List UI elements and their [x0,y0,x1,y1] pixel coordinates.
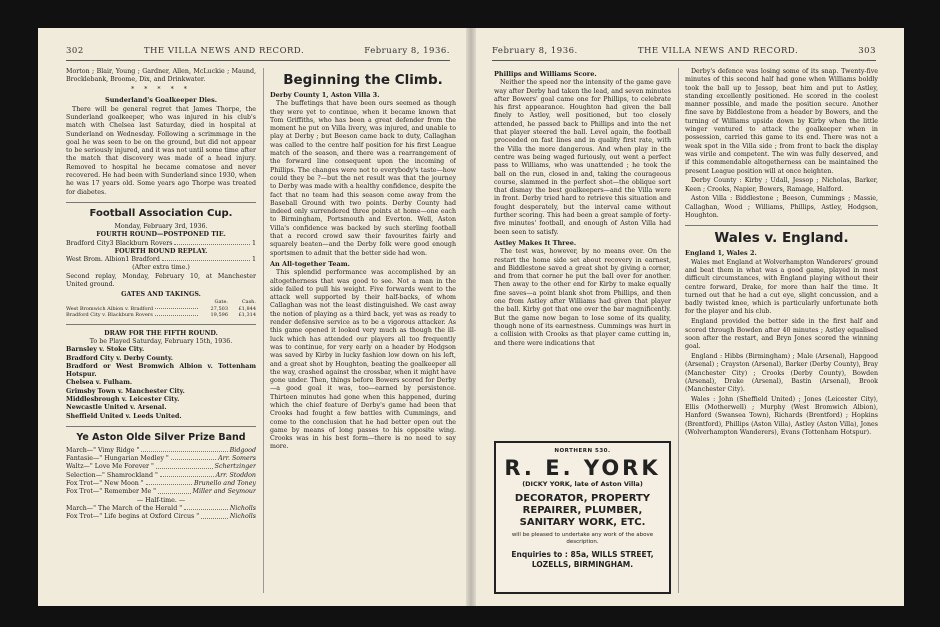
fixture: Grimsby Town v. Manchester City. [66,387,185,395]
left-page-number: 302 [66,46,84,56]
column-rule [678,68,679,593]
band-item: Selection—" Shamrockland " Arr. Stoddon [66,471,256,479]
ad-tagline: (DICKY YORK, late of Aston Villa) [522,480,643,488]
fixture: Barnsley v. Stoke City. [66,346,145,354]
band-item: March—" The March of the Herald " Nicholls [66,504,256,512]
left-date: February 8, 1936. [364,46,450,56]
gates-header-row: Gate. Cash. [214,299,256,306]
right-header-rule [492,60,876,61]
fixture: Bradford City v. Derby County. [66,354,173,362]
half-time-label: — Half-time. — [136,496,186,504]
fixture: Newcastle United v. Arsenal. [66,404,167,412]
stars-divider: * * * * * [131,86,191,94]
draw-heading: DRAW FOR THE FIFTH ROUND. [104,329,218,337]
gates-row: Bradford City v. Blackburn Rovers 19,596 £1,314 [66,312,256,319]
fixture: Chelsea v. Fulham. [66,379,133,387]
article-paragraph: The buffetings that have been ours seemed as though they were yet to continue, when it became known that Tom Griffiths, who has been a great defender from the moment he put on Villa livery, was injured, and unable to play at Derby ; but Beeson came back to duty, Callaghan was called to the centre half position for his first League match of the season, and there was a rearrangement of the forward line consequent upon the incoming of Phillips. The changes were not to everybody's taste—how could they be ?—but the net result was that the journey to Derby was made with a healthy confidence, despite the fact that no team had this season come away from the Baseball Ground with two points. Derby County had indeed only surrendered three points at home—one each to Birmingham, Portsmouth and Everton. Well, Aston Villa's confidence was backed by such sterling football that a record crowd saw their favourites fairly and squarely beaten—and the Derby folk were good enough sportsmen to admit that the better side had won. [270,100,456,257]
article-paragraph: England provided the better side in the first half and scored through Bowden after 40 minutes ; Astley equalised soon after the restart, and Bryn Jones scored the winning goal. [685,318,878,351]
gates-heading: GATES AND TAKINGS. [121,290,201,298]
article-paragraph: The test was, however, by no means over. On the restart the home side set about recovery in earnest, and Biddlestone saved a great shot by giving a corner, and from that corner he put the ball over for another. Then away to the other end for Kirby to make equally fine saves—a point blank shot from Phillips, and then one from Astley after Williams had given that player the ball. Kirby got that one over the bar magnificently. But the game now began to lose some of its quality, though none of its earnestness. Cummings was hurt in a collision with Crooks as that player came cutting in, and there were indications that [494,248,671,347]
fa-cup-date: Monday, February 3rd, 1936. [114,222,208,230]
ad-name: R. E. YORK [504,456,661,480]
magazine-spread [38,28,904,606]
fixture: Sheffield United v. Leeds United. [66,412,182,420]
draw-date: To be Played Saturday, February 15th, 1936. [89,337,233,345]
right-running-title: THE VILLA NEWS AND RECORD. [637,46,799,56]
article-paragraph: Derby's defence was losing some of its snap. Twenty-five minutes of this second half had gone when Williams boldly took the ball up to Jessop, beat him and put to Astley, standing excellently positioned. He scored in the coolest manner possible, and made the position secure. Another fine save by Biddlestone from a header by Bowers, and the turning of Williams upside down by Kirby when the little winger ventured to attack the goalkeeper when in possession, carried this game to its end. There was not a weak spot in the Villa side ; from front to back the display was virile and competent. The win was fully deserved, and if this commendable altogetherness can be maintained the present League position will at once heighten. [685,68,878,175]
right-column-2 [685,68,878,598]
replay-heading: FOURTH ROUND REPLAY. [114,247,208,255]
section-subheading: An All-together Team. [270,259,350,268]
article-paragraph: This splendid performance was accomplished by an altogetherness that was good to see. Not a man in the side failed to pull his weight. Five forwards went to the attack well supported by their half-backs, of whom Callaghan was not the least distinguished. We cast away the notion of playing as a third back, yet was as ready to render defensive service as to be a vigorous attacker. As this game opened it looked very much as though the ill-luck which has attended our players all too frequently was to continue, for very early on a header by Hodgson was saved by Kirby in lucky fashion low down on his left, and a great shot by Houghton, beating the goalkeeper all the way, crashed against the crossbar, when it might have gone under. Then, things before Bowers scored for Derby—a good goal it was, too—earned by persistence. Thirteen minutes had gone when this happened, during which the chief feature of Derby's game had been that Crooks had fought a few battles with Cummings, and come to the conclusion that he had better open out the game by means of long passes to his opposite wing. Crooks was in his best form—there is no need to say more. [270,269,456,451]
center-gutter [466,28,476,606]
subheading-goalkeeper: Sunderland's Goalkeeper Dies. [105,96,217,105]
article-heading: Beginning the Climb. [283,72,443,88]
divider [66,426,256,427]
ad-note: will be pleased to undertake any work of the above description. [511,532,654,545]
left-header [66,46,450,56]
band-item: Fantasie—" Hungarian Medley " Arr. Somers [66,455,256,463]
fa-cup-heading: Football Association Cup. [89,207,233,219]
right-column-1 [494,68,671,438]
derby-lineup: Derby County : Kirby ; Udall, Jessop ; Nicholas, Barker, Keen ; Crooks, Napier, Bowers, Ramage, Halford. [685,177,878,193]
band-heading: Ye Aston Olde Silver Prize Band [76,431,246,443]
match-subheading: England 1, Wales 2. [685,249,757,258]
left-column-2 [270,68,456,598]
section-subheading: Phillips and Williams Score. [494,70,597,78]
second-replay-note: Second replay, Monday, February 10, at Manchester United ground. [66,272,256,289]
band-item: Fox Trot—" New Moon " Brunello and Toney [66,480,256,488]
article-paragraph: Neither the speed nor the intensity of the game gave way after Derby had taken the lead, and seven minutes after Bowers' goal came one for Phillips, to celebrate his first appearance. Houghton had given the ball finely to Astley, well positioned, but too closely attended, he passed back to Phillips and into the net that player steered the ball. Level again, the football proceeded on fast lines and in quality first rate, with the Villa the more dangerous. And when play in the centre was being waged furiously, out went a perfect pass to Williams, who was unattended ; he took the ball on the run, closed in and, taking the courageous course, slammed in the perfect shot—the oblique sort that dismay the best goalkeepers—and the Villa were in front. Derby tried hard to retrieve this situation and fought desperately, but the interval came without further scoring. This had been a great sample of forty-five minutes' football, and enough of Aston Villa had been seen to satisfy. [494,79,671,236]
band-item: Fox Trot—" Remember Me " Miller and Seymour [66,488,256,496]
goalkeeper-paragraph: There will be general regret that James Thorpe, the Sunderland goalkeeper, who was injured in his club's match with Chelsea last Saturday, died in hospital at Sunderland on Wednesday. Following a scrimmage in the goal he was seen to be on the ground, but did not appear to be seriously injured, and it was not until some time after the match that discovery was made of a head injury. Removed to hospital he became comatose and never recovered. He had been with Sunderland since 1930, when he was 17 years old. Some years ago Thorpe was treated for diabetes. [66,105,256,196]
right-date: February 8, 1936. [492,46,578,56]
york-advertisement [494,441,671,594]
left-running-title: THE VILLA NEWS AND RECORD. [143,46,305,56]
villa-lineup: Aston Villa : Biddlestone ; Beeson, Cummings ; Massie, Callaghan, Wood ; Williams, Phillips, Astley, Hodgson, Houghton. [685,195,878,220]
postponed-tie-heading: FOURTH ROUND—POSTPONED TIE. [96,231,226,239]
fixture: Bradford or West Bromwich Albion v. Tottenham Hotspur. [66,362,256,379]
gates-row: West Bromwich Albion v. Bradford 27,503 £1,844 [66,305,256,312]
band-item: Fox Trot—" Life begins at Oxford Circus " Nicholls [66,513,256,521]
left-header-rule [66,60,450,61]
divider [685,225,878,226]
band-item: March—" Vimy Ridge " Bidgood [66,446,256,454]
divider [66,202,256,203]
ad-services: DECORATOR, PROPERTY REPAIRER, PLUMBER, SANITARY WORK, ETC. [514,493,651,528]
wales-lineup: Wales : John (Sheffield United) ; Jones (Leicester City), Ellis (Motherwell) ; Murphy (West Bromwich Albion), Hanford (Swansea Town), Richards (Brentford) ; Hopkins (Brentford), Phillips (Aston Villa), Astley (Aston Villa), Jones (Wolverhampton Wanderers), Evans (Tottenham Hotspur). [685,395,878,437]
divider [66,324,256,325]
ad-phone: NORTHERN 530. [554,448,611,454]
lineup-paragraph: Morton ; Blair, Young ; Gardner, Allen, McLuckie ; Maund, Brocklebank, Broome, Dix, and Drinkwater. [66,68,256,84]
ad-address: Enquiries to : 85a, WILLS STREET, LOZELLS, BIRMINGHAM. [511,550,654,569]
right-header [492,46,876,56]
band-item: Waltz—" Love Me Forever " Schertzinger [66,463,256,471]
column-rule [263,68,264,593]
fixture: Middlesbrough v. Leicester City. [66,396,180,403]
wales-england-heading: Wales v. England. [714,230,849,247]
section-subheading: Astley Makes It Three. [494,238,577,247]
result-row: Bradford City 3 Blackburn Rovers 1 [66,239,256,247]
match-subheading: Derby County 1, Aston Villa 3. [270,91,380,99]
extra-time-note: (After extra time.) [132,264,190,272]
left-column-1 [66,68,256,598]
right-page-number: 303 [858,46,876,56]
article-paragraph: Wales met England at Wolverhampton Wanderers' ground and beat them in what was a good game, played in most difficult circumstances, with England playing without their centre forward, Drake, for more than half the time. It turned out that he had a cut eye, slight concussion, and a badly twisted knee, which is particularly unfortunate both for the player and his club. [685,258,878,316]
left-page [38,28,466,606]
right-page [476,28,904,606]
england-lineup: England : Hibbs (Birmingham) ; Male (Arsenal), Hapgood (Arsenal) ; Crayston (Arsenal), Barker (Derby County), Bray (Manchester City) ; Crooks (Derby County), Bowden (Arsenal), Drake (Arsenal), Bastin (Arsenal), Brook (Manchester City). [685,352,878,394]
result-row: West Brom. Albion 1 Bradford 1 [66,256,256,264]
